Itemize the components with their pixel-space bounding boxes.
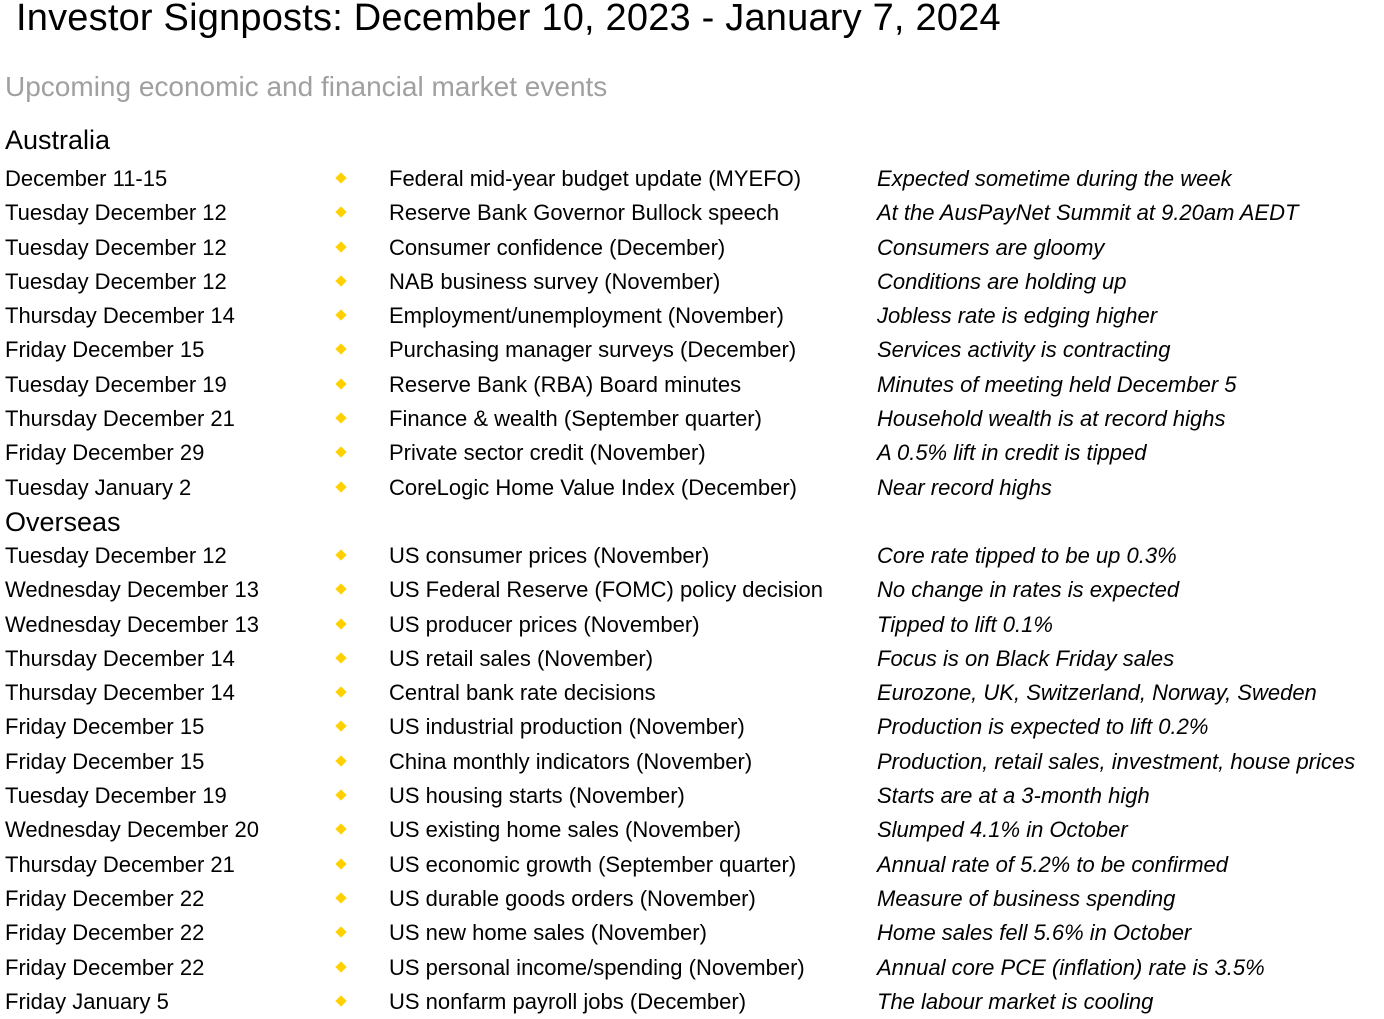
section-heading-australia: Australia [5, 125, 111, 155]
event-note: Minutes of meeting held December 5 [877, 371, 1237, 397]
event-date: Tuesday December 19 [5, 783, 227, 809]
diamond-bullet-icon [334, 231, 350, 265]
event-note: Near record highs [877, 474, 1052, 500]
diamond-bullet-icon [334, 265, 350, 299]
australia-event-list [0, 162, 1384, 505]
event-name: CoreLogic Home Value Index (December) [389, 474, 797, 500]
diamond-bullet-icon [334, 710, 350, 744]
event-note: Jobless rate is edging higher [877, 303, 1158, 329]
diamond-bullet-icon [334, 642, 350, 676]
event-date: Wednesday December 13 [5, 577, 259, 603]
diamond-bullet-icon [334, 813, 350, 847]
event-note: Services activity is contracting [877, 337, 1171, 363]
event-note: A 0.5% lift in credit is tipped [877, 440, 1147, 466]
page-subtitle: Upcoming economic and financial market events [5, 71, 608, 102]
event-date: Thursday December 14 [5, 303, 235, 329]
event-date: Friday December 22 [5, 885, 205, 911]
event-row [0, 402, 1384, 436]
overseas-event-list [0, 539, 1384, 1019]
event-row [0, 299, 1384, 333]
diamond-bullet-icon [334, 779, 350, 813]
diamond-bullet-icon [334, 882, 350, 916]
event-name: US new home sales (November) [389, 920, 707, 946]
event-note: Annual rate of 5.2% to be confirmed [877, 851, 1228, 877]
event-date: Friday December 22 [5, 920, 205, 946]
diamond-bullet-icon [334, 848, 350, 882]
event-date: Friday December 15 [5, 714, 205, 740]
event-date: Tuesday December 19 [5, 371, 227, 397]
event-date: Thursday December 21 [5, 406, 235, 432]
diamond-bullet-icon [334, 471, 350, 505]
event-date: Thursday December 14 [5, 645, 235, 671]
event-note: At the AusPayNet Summit at 9.20am AEDT [877, 200, 1299, 226]
event-row [0, 813, 1384, 847]
event-row [0, 642, 1384, 676]
event-date: Tuesday December 12 [5, 200, 227, 226]
event-date: Tuesday December 12 [5, 268, 227, 294]
event-name: Purchasing manager surveys (December) [389, 337, 797, 363]
diamond-bullet-icon [334, 299, 350, 333]
event-name: Reserve Bank Governor Bullock speech [389, 200, 780, 226]
diamond-bullet-icon [334, 539, 350, 573]
event-note: Annual core PCE (inflation) rate is 3.5% [877, 954, 1265, 980]
event-row [0, 265, 1384, 299]
event-row [0, 848, 1384, 882]
event-name: US housing starts (November) [389, 783, 685, 809]
event-name: US consumer prices (November) [389, 543, 710, 568]
event-name: Finance & wealth (September quarter) [389, 406, 762, 432]
event-name: US personal income/spending (November) [389, 954, 805, 980]
diamond-bullet-icon [334, 402, 350, 436]
event-row [0, 436, 1384, 470]
event-row [0, 608, 1384, 642]
event-row [0, 676, 1384, 710]
event-date: Tuesday December 12 [5, 543, 227, 568]
event-name: US retail sales (November) [389, 645, 654, 671]
diamond-bullet-icon [334, 573, 350, 607]
event-name: Federal mid-year budget update (MYEFO) [389, 166, 802, 191]
event-note: Conditions are holding up [877, 268, 1127, 294]
event-name: Consumer confidence (December) [389, 234, 726, 260]
event-name: China monthly indicators (November) [389, 748, 753, 774]
event-note: Production, retail sales, investment, house prices [877, 748, 1356, 774]
event-note: Eurozone, UK, Switzerland, Norway, Sweden [877, 680, 1317, 706]
event-date: Thursday December 14 [5, 680, 235, 706]
event-date: Friday December 29 [5, 440, 205, 466]
event-date: Tuesday January 2 [5, 474, 192, 500]
event-note: The labour market is cooling [877, 988, 1154, 1014]
event-name: US producer prices (November) [389, 611, 700, 637]
event-row [0, 882, 1384, 916]
diamond-bullet-icon [334, 333, 350, 367]
diamond-bullet-icon [334, 676, 350, 710]
diamond-bullet-icon [334, 608, 350, 642]
event-row [0, 539, 1384, 573]
event-name: US nonfarm payroll jobs (December) [389, 988, 747, 1014]
event-note: Focus is on Black Friday sales [877, 645, 1175, 671]
event-row [0, 333, 1384, 367]
event-row [0, 573, 1384, 607]
event-date: Tuesday December 12 [5, 234, 227, 260]
event-name: Private sector credit (November) [389, 440, 706, 466]
page-title: Investor Signposts: December 10, 2023 - January 7, 2024 [16, 0, 1001, 39]
event-row [0, 985, 1384, 1019]
diamond-bullet-icon [334, 162, 350, 196]
event-note: Slumped 4.1% in October [877, 817, 1128, 843]
event-row [0, 368, 1384, 402]
event-date: Friday January 5 [5, 988, 169, 1014]
event-date: December 11-15 [5, 166, 168, 191]
event-name: NAB business survey (November) [389, 268, 721, 294]
event-row [0, 951, 1384, 985]
event-note: No change in rates is expected [877, 577, 1180, 603]
diamond-bullet-icon [334, 436, 350, 470]
event-name: US Federal Reserve (FOMC) policy decision [389, 577, 824, 603]
diamond-bullet-icon [334, 368, 350, 402]
event-date: Friday December 15 [5, 337, 205, 363]
section-heading-overseas: Overseas [5, 507, 121, 537]
event-note: Starts are at a 3-month high [877, 783, 1150, 809]
event-row [0, 196, 1384, 230]
event-note: Expected sometime during the week [877, 166, 1232, 191]
event-date: Friday December 15 [5, 748, 205, 774]
diamond-bullet-icon [334, 985, 350, 1019]
event-row [0, 710, 1384, 744]
event-row [0, 779, 1384, 813]
diamond-bullet-icon [334, 196, 350, 230]
event-name: US industrial production (November) [389, 714, 745, 740]
event-note: Home sales fell 5.6% in October [877, 920, 1192, 946]
event-note: Production is expected to lift 0.2% [877, 714, 1209, 740]
diamond-bullet-icon [334, 745, 350, 779]
event-name: Central bank rate decisions [389, 680, 656, 706]
event-name: US economic growth (September quarter) [389, 851, 797, 877]
event-note: Consumers are gloomy [877, 234, 1105, 260]
diamond-bullet-icon [334, 951, 350, 985]
event-note: Tipped to lift 0.1% [877, 611, 1053, 637]
event-date: Wednesday December 13 [5, 611, 259, 637]
diamond-bullet-icon [334, 916, 350, 950]
event-row [0, 745, 1384, 779]
event-name: US durable goods orders (November) [389, 885, 756, 911]
event-date: Wednesday December 20 [5, 817, 259, 843]
event-name: US existing home sales (November) [389, 817, 742, 843]
event-note: Household wealth is at record highs [877, 406, 1226, 432]
event-row [0, 916, 1384, 950]
event-row [0, 231, 1384, 265]
event-note: Measure of business spending [877, 885, 1176, 911]
event-row [0, 162, 1384, 196]
event-date: Friday December 22 [5, 954, 205, 980]
event-name: Reserve Bank (RBA) Board minutes [389, 371, 742, 397]
event-date: Thursday December 21 [5, 851, 235, 877]
event-note: Core rate tipped to be up 0.3% [877, 543, 1177, 568]
event-row [0, 471, 1384, 505]
event-name: Employment/unemployment (November) [389, 303, 784, 329]
